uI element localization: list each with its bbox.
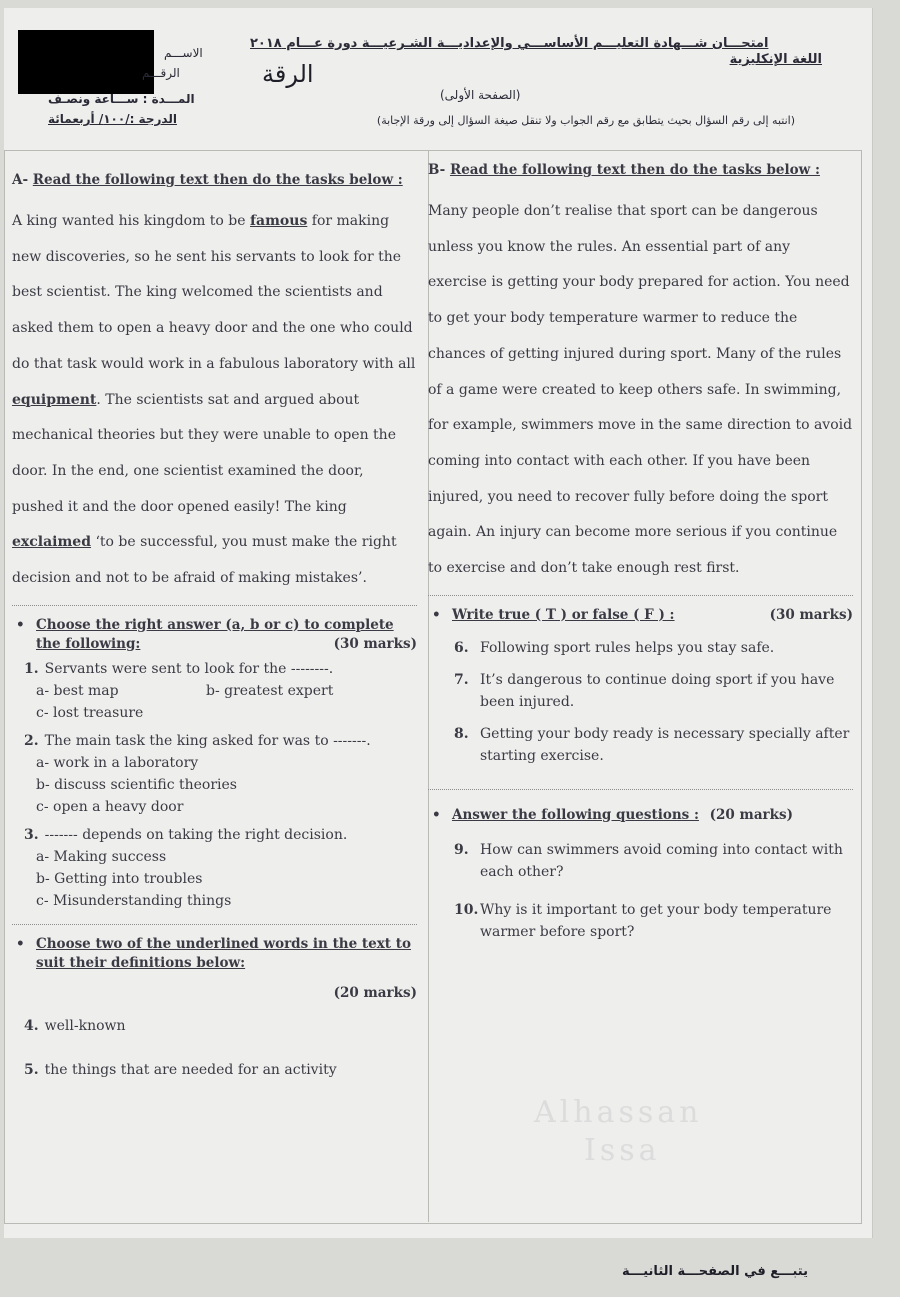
- separator: [12, 924, 417, 925]
- section-b-heading: B- Read the following text then do the tasks below :: [428, 162, 820, 178]
- section-b-passage: Many people don’t realise that sport can be dangerous unless you know the rules. An essential part of any exercise is getting your body prepared for action. You need to get your body temperature warmer to reduce the chances of getting injured during sport. Many of the rules of a game were created to keep others safe. In swimming, for example, swimmers move in the same direction to avoid coming into contact with each other. If you have been injured, you need to recover fully before doing the sport again. An injury can become more serious if you continue to exercise and don’t take enough rest first.: [428, 203, 853, 577]
- duration-label: المـــدة : ســـاعة ونصـف: [48, 92, 195, 106]
- task-b2-heading: • Answer the following questions : (20 marks): [432, 806, 794, 823]
- section-a: [12, 170, 417, 1081]
- name-label: الاســـم: [164, 46, 203, 60]
- task-a1-heading: • Choose the right answer (a, b or c) to complete the following: (30 marks): [16, 616, 417, 652]
- redacted-block: [18, 30, 154, 94]
- number-label: الرقـــم: [142, 66, 180, 80]
- section-a-heading: A- Read the following text then do the tasks below :: [12, 172, 403, 188]
- task-a2-heading: • Choose two of the underlined words in the text to suit their definitions below:: [16, 935, 411, 971]
- question-2-option-c: c- open a heavy door: [36, 798, 184, 815]
- question-2: 2. The main task the king asked for was to -------.: [24, 732, 371, 749]
- exam-notice: (انتبه إلى رقم السؤال بحيث يتطابق مع رقم الجواب ولا تنقل صيغة السؤال إلى ورقة الإجابة): [376, 114, 795, 127]
- section-b: [428, 160, 853, 943]
- question-1-option-c: c- lost treasure: [36, 704, 144, 721]
- question-3-option-c: c- Misunderstanding things: [36, 892, 232, 909]
- question-9: 9. How can swimmers avoid coming into contact with each other?: [454, 841, 843, 880]
- task-b1-heading: • Write true ( T ) or false ( F ) : (30 marks): [432, 606, 853, 623]
- question-3-option-b: b- Getting into troubles: [36, 870, 203, 887]
- underlined-word: famous: [250, 213, 308, 229]
- subject-label: اللغة الإنكليزية: [729, 52, 822, 67]
- score-label: الدرجة :/١٠٠/ أربعمائة: [48, 112, 177, 126]
- question-2-option-a: a- work in a laboratory: [36, 754, 199, 771]
- section-a-passage: A king wanted his kingdom to be famous for making new discoveries, so he sent his servants to look for the best scientist. The king welcomed the scientists and asked them to open a heavy door and the one who could do that task would work in a fabulous laboratory with all equipment. The scientists sat and argued about mechanical theories but they were unable to open the door. In the end, one scientist examined the door, pushed it and the door opened easily! The king exclaimed ‘to be successful, you must make the right decision and not to be afraid of making mistakes’.: [12, 213, 416, 587]
- question-2-option-b: b- discuss scientific theories: [36, 776, 237, 793]
- continue-note: يتبـــع في الصفحـــة الثانيـــة: [622, 1264, 808, 1279]
- watermark: Alhassan Issa: [534, 1095, 703, 1168]
- exam-title: امتحـــان شـــهادة التعليـــم الأساســـي والإعداديـــة الشـرعيـــة دورة عـــام ٢٠١٨: [250, 36, 769, 51]
- page-label: (الصفحة الأولى): [440, 88, 521, 102]
- question-1: 1. Servants were sent to look for the --------.: [24, 660, 334, 677]
- question-6: 6. Following sport rules helps you stay safe.: [454, 639, 775, 656]
- question-10: 10. Why is it important to get your body temperature warmer before sport?: [454, 901, 832, 940]
- separator: [428, 789, 853, 790]
- separator: [12, 605, 417, 606]
- underlined-word: equipment: [12, 391, 97, 408]
- task-a2-marks: (20 marks): [333, 984, 417, 1001]
- underlined-word: exclaimed: [12, 534, 91, 551]
- city-name: الرقة: [262, 60, 314, 88]
- question-3: 3. ------- depends on taking the right decision.: [24, 826, 348, 843]
- question-1-options: a- best map b- greatest expert: [36, 682, 334, 699]
- question-7: 7. It’s dangerous to continue doing sport if you have been injured.: [454, 671, 835, 710]
- question-3-option-a: a- Making success: [36, 848, 167, 865]
- question-4: 4. well-known: [24, 1017, 126, 1034]
- question-5: 5. the things that are needed for an activity: [24, 1061, 337, 1078]
- question-8: 8. Getting your body ready is necessary specially after starting exercise.: [454, 725, 850, 764]
- separator: [428, 595, 853, 596]
